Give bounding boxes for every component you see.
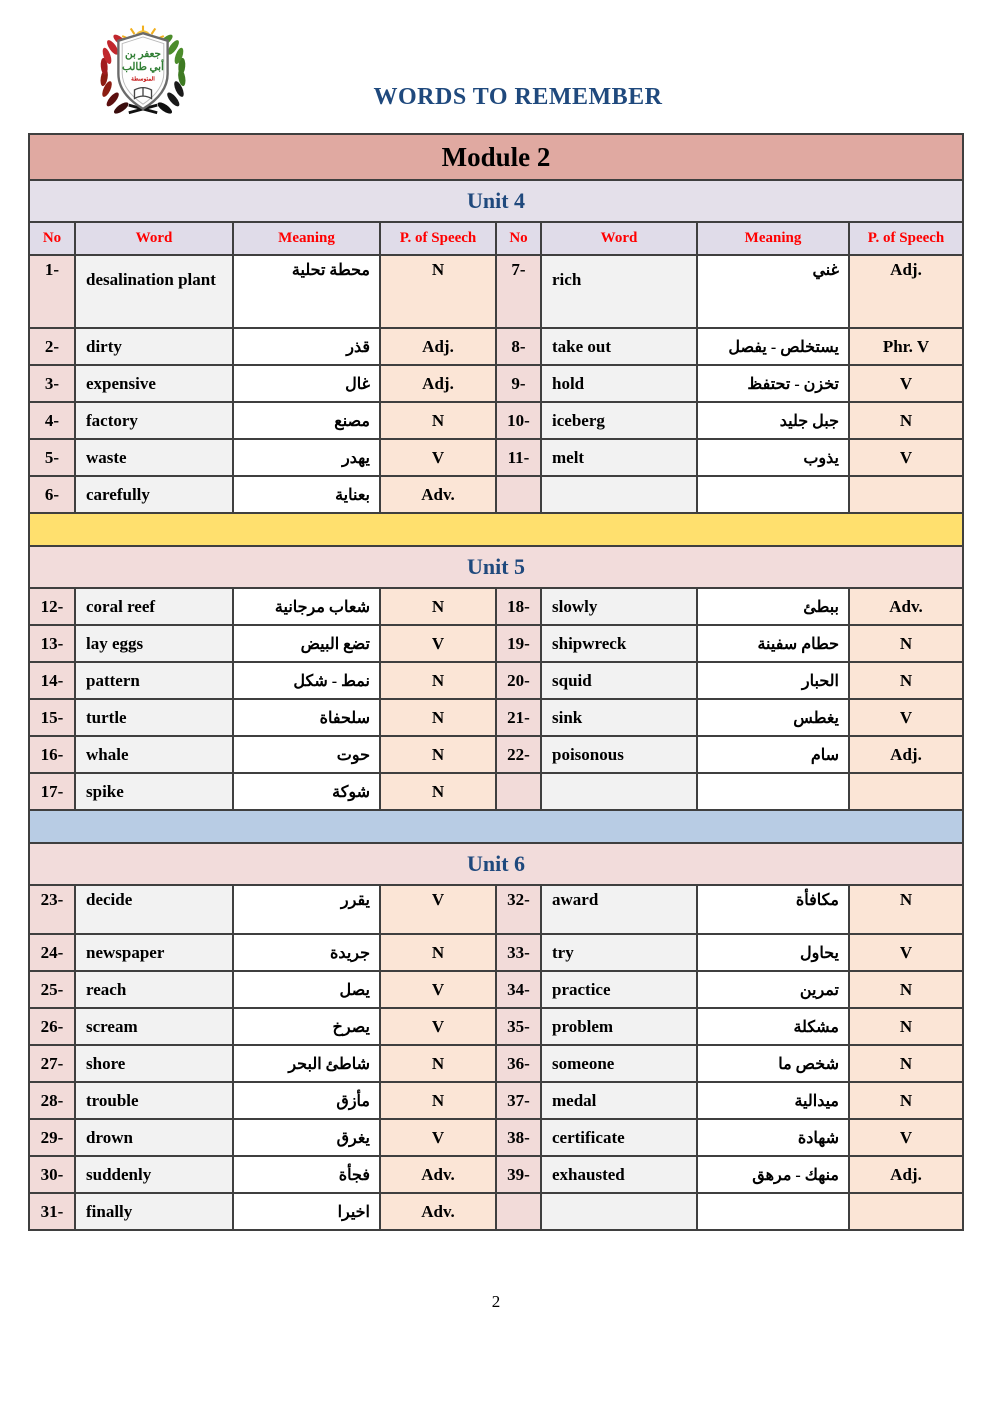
word-cell: desalination plant (74, 256, 232, 327)
meaning-cell: فجأة (232, 1157, 379, 1192)
unit-title: Unit 4 (30, 179, 962, 221)
row-number-cell: 10- (495, 403, 540, 438)
word-cell: squid (540, 663, 696, 698)
part-of-speech-cell (848, 477, 962, 512)
part-of-speech-cell: Adj. (379, 329, 495, 364)
meaning-cell: يقرر (232, 886, 379, 933)
word-cell: shipwreck (540, 626, 696, 661)
part-of-speech-cell: N (848, 1083, 962, 1118)
row-number-cell: 15- (30, 700, 74, 735)
row-number-cell: 3- (30, 366, 74, 401)
word-cell: suddenly (74, 1157, 232, 1192)
module-title: Module 2 (30, 135, 962, 179)
meaning-cell: الحبار (696, 663, 848, 698)
table-row (30, 1081, 962, 1118)
word-cell: certificate (540, 1120, 696, 1155)
column-header: Word (74, 223, 232, 254)
part-of-speech-cell: N (379, 935, 495, 970)
row-number-cell: 18- (495, 589, 540, 624)
table-row (30, 970, 962, 1007)
row-number-cell: 35- (495, 1009, 540, 1044)
part-of-speech-cell: V (848, 1120, 962, 1155)
part-of-speech-cell: Adj. (848, 1157, 962, 1192)
part-of-speech-cell: V (379, 1009, 495, 1044)
part-of-speech-cell: V (379, 886, 495, 933)
part-of-speech-cell: N (379, 700, 495, 735)
word-cell: whale (74, 737, 232, 772)
part-of-speech-cell: Adv. (379, 1194, 495, 1229)
meaning-cell: يصل (232, 972, 379, 1007)
table-row (30, 884, 962, 933)
table-row (30, 327, 962, 364)
logo-text-line3: المتوسطة (131, 76, 155, 83)
meaning-cell: قذر (232, 329, 379, 364)
row-number-cell: 12- (30, 589, 74, 624)
column-header: Meaning (696, 223, 848, 254)
table-row (30, 254, 962, 327)
table-row (30, 438, 962, 475)
row-number-cell: 33- (495, 935, 540, 970)
word-cell: iceberg (540, 403, 696, 438)
row-number-cell: 28- (30, 1083, 74, 1118)
word-cell: spike (74, 774, 232, 809)
table-row (30, 1118, 962, 1155)
word-cell: someone (540, 1046, 696, 1081)
row-number-cell: 1- (30, 256, 74, 327)
meaning-cell: شعاب مرجانية (232, 589, 379, 624)
table-row (30, 661, 962, 698)
page-number: 2 (491, 1292, 501, 1311)
word-cell: melt (540, 440, 696, 475)
word-cell: reach (74, 972, 232, 1007)
row-number-cell: 19- (495, 626, 540, 661)
part-of-speech-cell: N (848, 626, 962, 661)
word-cell: lay eggs (74, 626, 232, 661)
row-number-cell: 2- (30, 329, 74, 364)
table-row (30, 1192, 962, 1229)
row-number-cell: 29- (30, 1120, 74, 1155)
meaning-cell: شهادة (696, 1120, 848, 1155)
word-cell: dirty (74, 329, 232, 364)
meaning-cell: محطة تحلية (232, 256, 379, 327)
row-number-cell: 23- (30, 886, 74, 933)
meaning-cell: نمط - شكل (232, 663, 379, 698)
meaning-cell: جريدة (232, 935, 379, 970)
part-of-speech-cell: Phr. V (848, 329, 962, 364)
part-of-speech-cell: V (848, 700, 962, 735)
table-row (30, 698, 962, 735)
part-of-speech-cell: N (848, 1046, 962, 1081)
part-of-speech-cell: N (848, 403, 962, 438)
word-cell: finally (74, 1194, 232, 1229)
meaning-cell: ببطئ (696, 589, 848, 624)
table-row (30, 933, 962, 970)
part-of-speech-cell: N (379, 774, 495, 809)
meaning-cell: مصنع (232, 403, 379, 438)
part-of-speech-cell: N (848, 1009, 962, 1044)
part-of-speech-cell: V (848, 366, 962, 401)
meaning-cell: تمرين (696, 972, 848, 1007)
table-row (30, 364, 962, 401)
part-of-speech-cell: V (379, 972, 495, 1007)
column-header: No (495, 223, 540, 254)
word-cell: factory (74, 403, 232, 438)
meaning-cell: منهك - مرهق (696, 1157, 848, 1192)
word-cell (540, 774, 696, 809)
table-row (30, 475, 962, 512)
row-number-cell: 4- (30, 403, 74, 438)
part-of-speech-cell: N (379, 403, 495, 438)
row-number-cell: 21- (495, 700, 540, 735)
column-header: No (30, 223, 74, 254)
meaning-cell: يذوب (696, 440, 848, 475)
row-number-cell: 13- (30, 626, 74, 661)
part-of-speech-cell: V (379, 440, 495, 475)
row-number-cell (495, 1194, 540, 1229)
part-of-speech-cell: N (379, 1046, 495, 1081)
meaning-cell: جبل جليد (696, 403, 848, 438)
row-number-cell: 17- (30, 774, 74, 809)
meaning-cell (696, 1194, 848, 1229)
word-cell: award (540, 886, 696, 933)
row-number-cell: 27- (30, 1046, 74, 1081)
vocabulary-table (28, 133, 964, 1231)
part-of-speech-cell: Adv. (848, 589, 962, 624)
unit-title: Unit 5 (30, 545, 962, 587)
row-number-cell: 16- (30, 737, 74, 772)
word-cell: practice (540, 972, 696, 1007)
row-number-cell: 8- (495, 329, 540, 364)
part-of-speech-cell (848, 1194, 962, 1229)
table-row (30, 624, 962, 661)
row-number-cell: 6- (30, 477, 74, 512)
table-row (30, 1044, 962, 1081)
part-of-speech-cell: Adj. (379, 366, 495, 401)
column-header-row (30, 221, 962, 254)
meaning-cell: يغطس (696, 700, 848, 735)
word-cell: rich (540, 256, 696, 327)
word-cell: hold (540, 366, 696, 401)
word-cell: coral reef (74, 589, 232, 624)
page-title: WORDS TO REMEMBER (373, 84, 663, 110)
row-number-cell (495, 477, 540, 512)
meaning-cell: شوكة (232, 774, 379, 809)
table-row (30, 1007, 962, 1044)
column-header: Meaning (232, 223, 379, 254)
meaning-cell: يستخلص - يفصل (696, 329, 848, 364)
row-number-cell: 39- (495, 1157, 540, 1192)
word-cell: carefully (74, 477, 232, 512)
row-number-cell: 20- (495, 663, 540, 698)
word-cell: drown (74, 1120, 232, 1155)
part-of-speech-cell: V (848, 935, 962, 970)
part-of-speech-cell: V (848, 440, 962, 475)
word-cell: pattern (74, 663, 232, 698)
part-of-speech-cell: N (848, 663, 962, 698)
meaning-cell: يصرخ (232, 1009, 379, 1044)
table-row (30, 735, 962, 772)
row-number-cell: 9- (495, 366, 540, 401)
part-of-speech-cell: N (379, 589, 495, 624)
meaning-cell: غني (696, 256, 848, 327)
row-number-cell: 26- (30, 1009, 74, 1044)
word-cell: shore (74, 1046, 232, 1081)
word-cell: problem (540, 1009, 696, 1044)
column-header: P. of Speech (848, 223, 962, 254)
word-cell: waste (74, 440, 232, 475)
row-number-cell: 36- (495, 1046, 540, 1081)
meaning-cell: ميدالية (696, 1083, 848, 1118)
word-cell: turtle (74, 700, 232, 735)
table-row (30, 587, 962, 624)
part-of-speech-cell (848, 774, 962, 809)
word-cell: scream (74, 1009, 232, 1044)
column-header: P. of Speech (379, 223, 495, 254)
word-cell: take out (540, 329, 696, 364)
word-cell: decide (74, 886, 232, 933)
word-cell: trouble (74, 1083, 232, 1118)
meaning-cell: حطام سفينة (696, 626, 848, 661)
meaning-cell: مأزق (232, 1083, 379, 1118)
logo-text-line2: أبي طالب (122, 62, 164, 74)
row-number-cell: 14- (30, 663, 74, 698)
word-cell: slowly (540, 589, 696, 624)
unit-title: Unit 6 (30, 842, 962, 884)
row-number-cell (495, 774, 540, 809)
part-of-speech-cell: N (379, 1083, 495, 1118)
meaning-cell: غال (232, 366, 379, 401)
meaning-cell: يحاول (696, 935, 848, 970)
row-number-cell: 34- (495, 972, 540, 1007)
meaning-cell: مكافأة (696, 886, 848, 933)
part-of-speech-cell: N (848, 972, 962, 1007)
row-number-cell: 31- (30, 1194, 74, 1229)
meaning-cell: مشكلة (696, 1009, 848, 1044)
meaning-cell: يهدر (232, 440, 379, 475)
part-of-speech-cell: Adv. (379, 1157, 495, 1192)
row-number-cell: 5- (30, 440, 74, 475)
meaning-cell: سام (696, 737, 848, 772)
part-of-speech-cell: Adj. (848, 737, 962, 772)
word-cell: newspaper (74, 935, 232, 970)
word-cell (540, 1194, 696, 1229)
logo-text-line1: جعفر بن (125, 48, 161, 60)
word-cell: sink (540, 700, 696, 735)
meaning-cell: سلحفاة (232, 700, 379, 735)
word-cell: poisonous (540, 737, 696, 772)
meaning-cell: بعناية (232, 477, 379, 512)
part-of-speech-cell: N (848, 886, 962, 933)
part-of-speech-cell: V (379, 1120, 495, 1155)
row-number-cell: 22- (495, 737, 540, 772)
row-number-cell: 37- (495, 1083, 540, 1118)
part-of-speech-cell: N (379, 663, 495, 698)
meaning-cell: حوت (232, 737, 379, 772)
row-number-cell: 30- (30, 1157, 74, 1192)
row-number-cell: 24- (30, 935, 74, 970)
part-of-speech-cell: N (379, 256, 495, 327)
row-number-cell: 7- (495, 256, 540, 327)
part-of-speech-cell: V (379, 626, 495, 661)
word-cell: medal (540, 1083, 696, 1118)
word-cell: exhausted (540, 1157, 696, 1192)
meaning-cell: تضع البيض (232, 626, 379, 661)
separator-band (30, 512, 962, 545)
word-cell: expensive (74, 366, 232, 401)
meaning-cell: تخزن - تحتفظ (696, 366, 848, 401)
part-of-speech-cell: Adj. (848, 256, 962, 327)
separator-band (30, 809, 962, 842)
row-number-cell: 11- (495, 440, 540, 475)
table-row (30, 772, 962, 809)
column-header: Word (540, 223, 696, 254)
table-row (30, 1155, 962, 1192)
table-row (30, 401, 962, 438)
meaning-cell: شخص ما (696, 1046, 848, 1081)
meaning-cell: اخيرا (232, 1194, 379, 1229)
row-number-cell: 32- (495, 886, 540, 933)
meaning-cell (696, 774, 848, 809)
part-of-speech-cell: Adv. (379, 477, 495, 512)
word-cell: try (540, 935, 696, 970)
row-number-cell: 25- (30, 972, 74, 1007)
word-cell (540, 477, 696, 512)
row-number-cell: 38- (495, 1120, 540, 1155)
meaning-cell: يغرق (232, 1120, 379, 1155)
meaning-cell: شاطئ البحر (232, 1046, 379, 1081)
part-of-speech-cell: N (379, 737, 495, 772)
meaning-cell (696, 477, 848, 512)
